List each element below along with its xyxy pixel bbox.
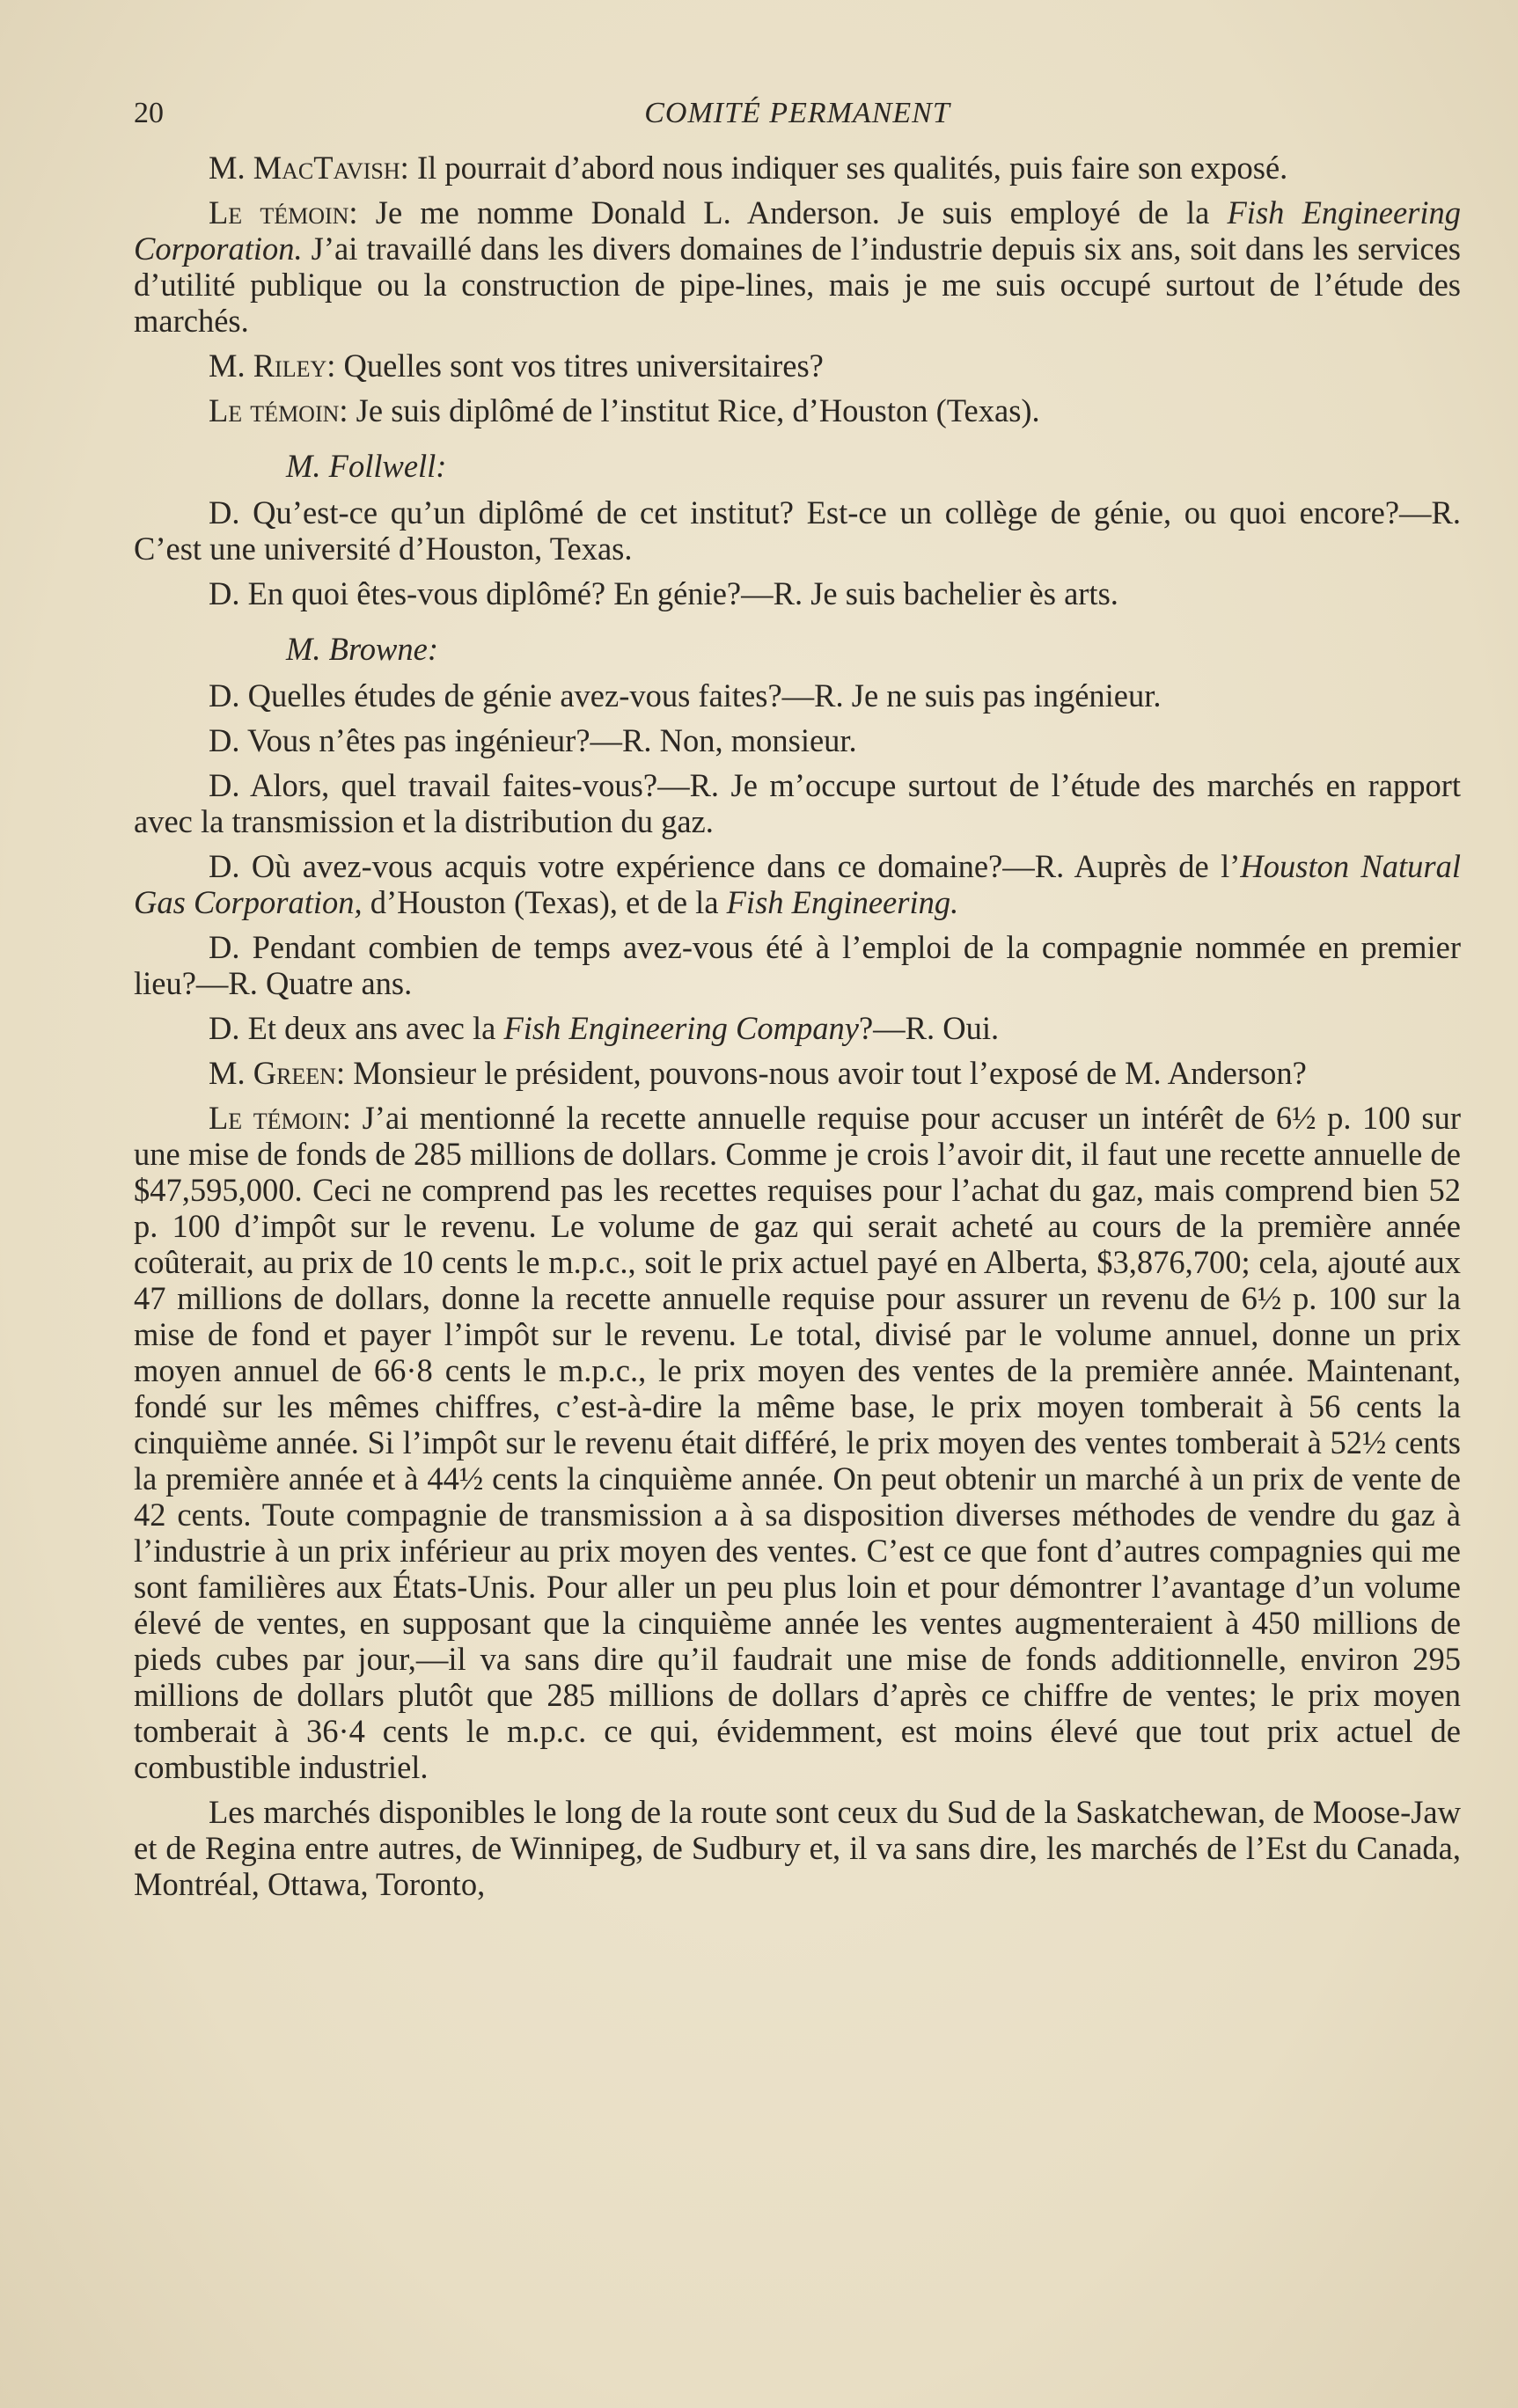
paragraph <box>134 1100 1461 1785</box>
speaker-name: M. Green: <box>209 1055 346 1091</box>
body-text <box>134 150 1461 1902</box>
running-head: COMITÉ PERMANENT <box>644 97 950 129</box>
paragraph <box>134 348 1461 384</box>
paragraph-text: Il pourrait d’abord nous indiquer ses qualités, puis faire son exposé. <box>408 150 1288 186</box>
examiner-heading: M. Follwell: <box>286 448 447 484</box>
speaker-name: Le témoin: <box>209 194 358 231</box>
paragraph-text: ?—R. Oui. <box>858 1010 1000 1046</box>
paragraph <box>134 392 1461 428</box>
paragraph <box>134 194 1461 339</box>
paragraph: Les marchés disponibles le long de la route sont ceux du Sud de la Saskatchewan, de Moose-Jaw et de Regina entre autres, de Winnipeg, de Sudbury et, il va sans dire, les marchés de l’Est du Canada, Montréal, Ottawa, Toronto, <box>134 1794 1461 1902</box>
examiner-heading: M. Browne: <box>286 631 439 667</box>
paragraph-text: D. Où avez-vous acquis votre expérience dans ce domaine?—R. Auprès de l’ <box>209 848 1241 884</box>
paragraph-text: D. Et deux ans avec la <box>209 1010 504 1046</box>
speaker-name: Le témoin: <box>209 1100 351 1136</box>
company-name: Fish Engineering. <box>726 884 959 920</box>
paragraph: D. Qu’est-ce qu’un diplômé de cet institut? Est-ce un collège de génie, ou quoi encore?—R. C’est une université d’Houston, Texas. <box>134 494 1461 567</box>
paragraph-text: d’Houston (Texas), et de la <box>362 884 727 920</box>
paragraph: D. Vous n’êtes pas ingénieur?—R. Non, monsieur. <box>209 722 857 758</box>
paragraph <box>134 1010 1461 1046</box>
paragraph-text: J’ai mentionné la recette annuelle requise pour accuser un intérêt de 6½ p. 100 sur une mise de fonds de 285 millions de dollars. Comme je crois l’avoir dit, il faut une recette annuelle de $47,595,000. Ceci ne comprend pas les recettes requises pour l’achat du gaz, mais comprend bien 52 p. 100 d’impôt sur le revenu. Le volume de gaz qui serait acheté au cours de la première année coûterait, au prix de 10 cents le m.p.c., soit le prix actuel payé en Alberta, $3,876,700; cela, ajouté aux 47 millions de dollars, donne la recette annuelle requise pour assurer un revenu de 6½ p. 100 sur la mise de fond et payer l’impôt sur le revenu. Le total, divisé par le volume annuel, donne un prix moyen annuel de 66·8 cents le m.p.c., le prix moyen des ventes de la première année. Maintenant, fondé sur les mêmes chiffres, c’est-à-dire la même base, le prix moyen tomberait à 56 cents la cinquième année. Si l’impôt sur le revenu était différé, le prix moyen des ventes tomberait à 52½ cents la première année et à 44½ cents la cinquième année. On peut obtenir un marché à un prix de vente de 42 cents. Toute compagnie de transmission a à sa disposition diverses méthodes de vendre du gaz à l’industrie à un prix inférieur au prix moyen des ventes. C’est ce que font d’autres compagnies qui me sont familières aux États-Unis. Pour aller un peu plus loin et pour démontrer l’avantage d’un volume élevé de ventes, en supposant que la cinquième année les ventes augmenteraient à 450 millions de pieds cubes par jour,—il va sans dire qu’il faudrait une mise de fonds additionnelle, environ 295 millions de dollars plutôt que 285 millions de dollars d’après ce chiffre de ventes; le prix moyen tomberait à 36·4 cents le m.p.c. ce qui, évidemment, est moins élevé que tout prix actuel de combustible industriel. <box>134 1100 1461 1785</box>
paragraph: D. Alors, quel travail faites-vous?—R. Je m’occupe surtout de l’étude des marchés en rapport avec la transmission et la distribution du gaz. <box>134 767 1461 839</box>
paragraph: D. En quoi êtes-vous diplômé? En génie?—R. Je suis bachelier ès arts. <box>209 575 1118 611</box>
paragraph-text: Quelles sont vos titres universitaires? <box>335 348 824 384</box>
paragraph: D. Pendant combien de temps avez-vous été à l’emploi de la compagnie nommée en premier lieu?—R. Quatre ans. <box>134 929 1461 1001</box>
company-name: Fish Engineering Company <box>503 1010 859 1046</box>
paragraph-text: Je suis diplômé de l’institut Rice, d’Houston (Texas). <box>348 392 1040 428</box>
paragraph <box>134 1055 1461 1091</box>
paragraph: D. Quelles études de génie avez-vous faites?—R. Je ne suis pas ingénieur. <box>209 677 1162 714</box>
page-header <box>134 97 1461 150</box>
paragraph-text: Je me nomme Donald L. Anderson. Je suis employé de la <box>357 194 1228 231</box>
speaker-name: Le témoin: <box>209 392 348 428</box>
paragraph <box>134 848 1461 920</box>
paragraph-text: J’ai travaillé dans les divers domaines de l’industrie depuis six ans, soit dans les services d’utilité publique ou la construction de pipe-lines, mais je me suis occupé surtout de l’étude des marchés. <box>134 231 1461 339</box>
speaker-name: M. MacTavish: <box>209 150 409 186</box>
company-name: Fish Engineering Corporation. <box>134 194 1461 267</box>
page-number: 20 <box>134 97 164 129</box>
company-name: Houston Natural Gas Corporation, <box>134 848 1461 920</box>
speaker-name: M. Riley: <box>209 348 336 384</box>
paragraph <box>134 150 1461 186</box>
paragraph-text: Monsieur le président, pouvons-nous avoir tout l’exposé de M. Anderson? <box>345 1055 1307 1091</box>
